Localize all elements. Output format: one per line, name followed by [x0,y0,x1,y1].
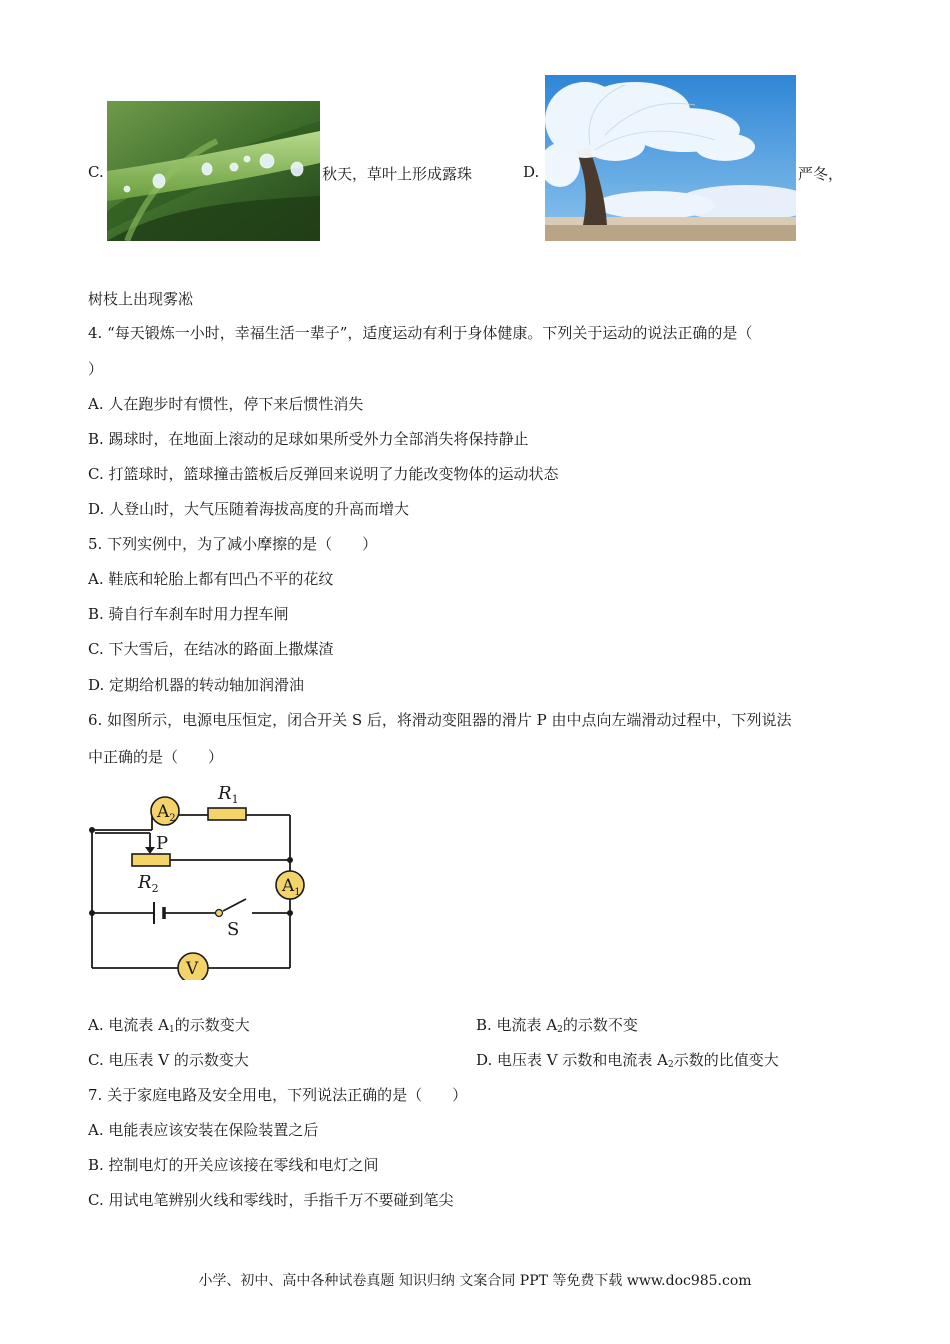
v-label: V [186,959,199,979]
option-d-label: D. [523,163,540,181]
option-c-label: C. [88,163,104,181]
q7-option-a: A. 电能表应该安装在保险装置之后 [88,1121,319,1139]
q4-stem: 4. “每天锻炼一小时，幸福生活一辈子”，适度运动有利于身体健康。下列关于运动的说法正确的是（ [88,324,753,342]
q6-stem: 6. 如图所示，电源电压恒定，闭合开关 S 后，将滑动变阻器的滑片 P 由中点向左端滑动过程中，下列说法 [88,711,792,729]
q5-option-d: D. 定期给机器的转动轴加润滑油 [88,676,305,694]
q6-stem-cont: 中正确的是（ ） [88,748,224,766]
q6-option-c: C. 电压表 V 的示数变大 [88,1051,249,1069]
q6-option-b: B. 电流表 $A_2$的示数不变 [476,1016,638,1035]
r2-label: $R_2$ [138,872,159,895]
q4-option-c: C. 打篮球时，篮球撞击篮板后反弹回来说明了力能改变物体的运动状态 [88,465,559,483]
option-c-caption: 秋天，草叶上形成露珠 [322,165,473,183]
p-label: P [156,833,169,854]
circuit-diagram [80,775,320,980]
s-label: S [227,919,240,940]
q4-option-b: B. 踢球时，在地面上滚动的足球如果所受外力全部消失将保持静止 [88,430,529,448]
dew-on-grass-photo [107,101,320,241]
q7-option-b: B. 控制电灯的开关应该接在零线和电灯之间 [88,1156,379,1174]
q4-option-d: D. 人登山时，大气压随着海拔高度的升高而增大 [88,500,410,518]
q5-option-a: A. 鞋底和轮胎上都有凹凸不平的花纹 [88,570,334,588]
a1-label: $A_1$ [282,876,301,898]
a2-label: $A_2$ [157,802,176,824]
q5-option-c: C. 下大雪后，在结冰的路面上撒煤渣 [88,640,334,658]
q6-option-a: A. 电流表 $A_1$的示数变大 [88,1016,250,1035]
q4-stem-cont: ） [88,360,104,378]
q5-stem: 5. 下列实例中，为了减小摩擦的是（ ） [88,535,378,553]
q6-option-d: D. 电压表 V 示数和电流表 $A_2$示数的比值变大 [476,1051,779,1070]
r1-label: $R_1$ [218,783,239,806]
rime-frost-tree-photo [545,75,796,241]
footer-text: 小学、初中、高中各种试卷真题 知识归纳 文案合同 PPT 等免费下载 www.doc985.com [198,1273,752,1289]
q5-option-b: B. 骑自行车刹车时用力捏车闸 [88,605,289,623]
option-d-caption: 严冬， [798,165,844,183]
option-d-caption-continued: 树枝上出现雾凇 [88,290,194,308]
q7-option-c: C. 用试电笔辨别火线和零线时，手指千万不要碰到笔尖 [88,1191,454,1209]
q4-option-a: A. 人在跑步时有惯性，停下来后惯性消失 [88,395,364,413]
q7-stem: 7. 关于家庭电路及安全用电，下列说法正确的是（ ） [88,1086,468,1104]
